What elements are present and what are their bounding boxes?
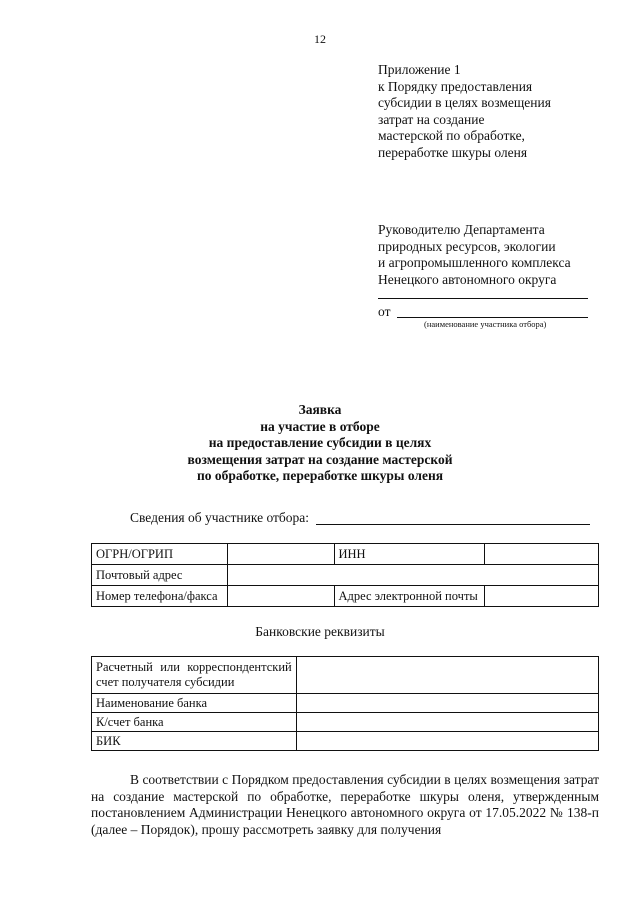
inn-value[interactable]: [485, 544, 599, 565]
phone-value[interactable]: [227, 586, 334, 607]
table-row: [92, 565, 599, 586]
bank-details-heading: Банковские реквизиты: [255, 624, 385, 639]
table-row: [92, 586, 599, 607]
page-number: 12: [314, 32, 326, 46]
from-label: от: [378, 304, 391, 319]
corr-account-value[interactable]: [296, 713, 598, 732]
bank-name-label: Наименование банка: [92, 694, 297, 713]
table-row: [92, 657, 599, 694]
annex-line: затрат на создание: [378, 111, 485, 127]
annex-line: субсидии в целях возмещения: [378, 95, 551, 110]
corr-account-label: К/счет банка: [92, 713, 297, 732]
table-row: [92, 544, 599, 565]
table-row: [92, 694, 599, 713]
participant-info-label: Сведения об участнике отбора:: [130, 510, 310, 525]
annex-header: [378, 62, 551, 161]
participant-name-caption: (наименование участника отбора): [424, 319, 547, 329]
document-title: [0, 402, 640, 485]
bik-label: БИК: [92, 732, 297, 751]
phone-label: Номер телефона/факса: [92, 586, 228, 607]
bik-value[interactable]: [296, 732, 598, 751]
postal-label: Почтовый адрес: [92, 565, 228, 586]
table-row: [92, 732, 599, 751]
table-row: [92, 713, 599, 732]
email-label: Адрес электронной почты: [334, 586, 485, 607]
ogrn-label: ОГРН/ОГРИП: [92, 544, 228, 565]
participant-name-line[interactable]: [397, 317, 588, 318]
title-line: на предоставление субсидии в целях: [208, 435, 432, 450]
body-paragraph: В соответствии с Порядком предоставления субсидии в целях возмещения затрат на создание мастерской по обработке, переработке шкуры оленя, утвержденным постановлением Администрации Ненецкого автономного округа от 17.05.2022 № 138-п (далее – Порядок), прошу рассмотреть заявку для получения: [91, 772, 599, 837]
title-line: возмещения затрат на создание мастерской: [187, 451, 453, 467]
addressee-line: природных ресурсов, экологии: [378, 238, 556, 254]
inn-label: ИНН: [334, 544, 485, 565]
addressee-line: Руководителю Департамента: [378, 222, 545, 237]
annex-line: к Порядку предоставления: [378, 78, 533, 94]
annex-line: переработке шкуры оленя: [378, 144, 528, 160]
title-line: по обработке, переработке шкуры оленя: [196, 468, 444, 483]
bank-name-value[interactable]: [296, 694, 598, 713]
title-line: на участие в отборе: [260, 418, 380, 434]
annex-line: мастерской по обработке,: [378, 128, 525, 143]
email-value[interactable]: [485, 586, 599, 607]
account-value[interactable]: [296, 657, 598, 694]
ogrn-value[interactable]: [227, 544, 334, 565]
bank-table: [91, 656, 599, 751]
title-line: Заявка: [298, 402, 342, 417]
addressee-line: и агропромышленного комплекса: [378, 255, 571, 270]
annex-line: Приложение 1: [378, 62, 461, 77]
addressee-line: Ненецкого автономного округа: [378, 271, 557, 287]
addressee-blank-line[interactable]: [378, 298, 588, 299]
participant-table: [91, 543, 599, 607]
participant-info-line[interactable]: [316, 524, 590, 525]
addressee-block: [378, 222, 571, 288]
postal-value[interactable]: [227, 565, 598, 586]
account-label: Расчетный или корреспондентский счет получателя субсидии: [92, 657, 297, 694]
